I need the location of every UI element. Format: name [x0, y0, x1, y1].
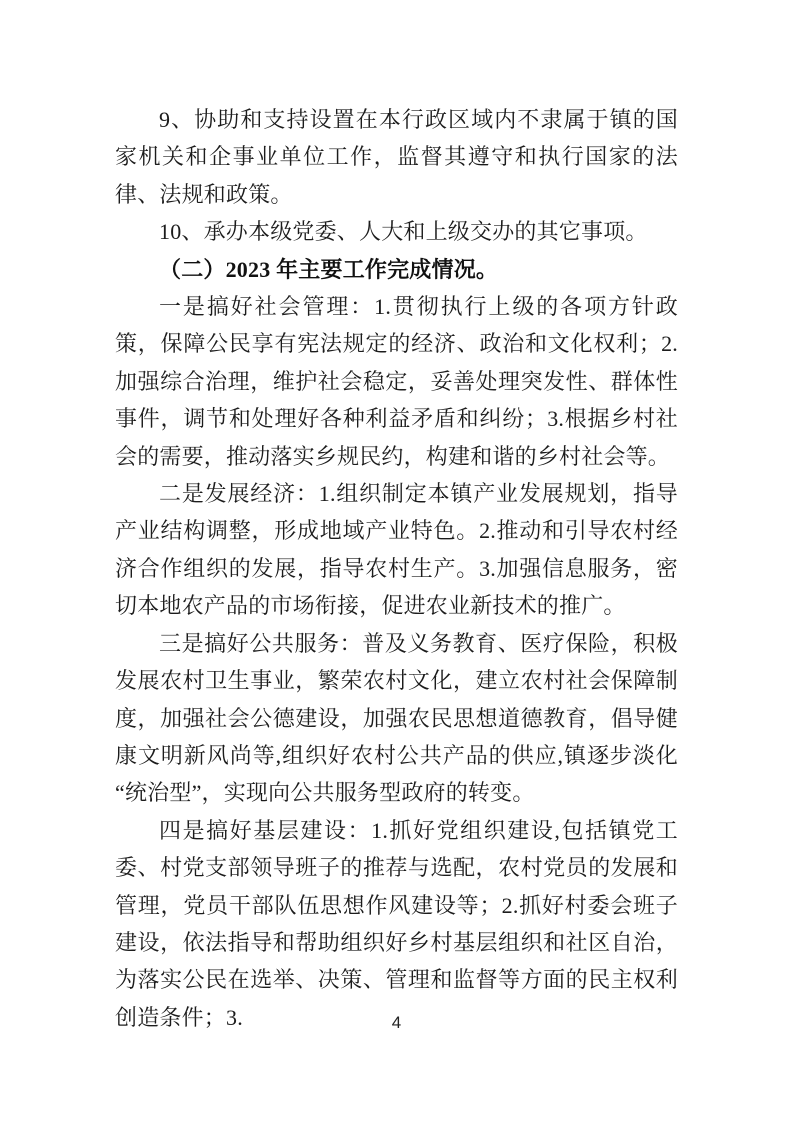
document-body	[115, 101, 678, 1036]
paragraph-grassroots-building: 四是搞好基层建设：1.抓好党组织建设,包括镇党工委、村党支部领导班子的推荐与选配，农村党员的发展和管理，党员干部队伍思想作风建设等；2.抓好村委会班子建设，依法指导和帮助组织好乡村基层组织和社区自治，为落实公民在选举、决策、管理和监督等方面的民主权利创造条件；3.	[115, 817, 678, 1030]
page-number: 4	[391, 1013, 402, 1032]
paragraph-public-services: 三是搞好公共服务：普及义务教育、医疗保险，积极发展农村卫生事业，繁荣农村文化，建立农村社会保障制度，加强社会公德建设，加强农民思想道德教育，倡导健康文明新风尚等,组织好农村公共产品的供应,镇逐步淡化“统治型”，实现向公共服务型政府的转变。	[115, 630, 678, 806]
page-footer	[0, 1013, 793, 1033]
paragraph-economic-development: 二是发展经济：1.组织制定本镇产业发展规划，指导产业结构调整，形成地域产业特色。2.推动和引导农村经济合作组织的发展，指导农村生产。3.加强信息服务，密切本地农产品的市场衔接，促进农业新技术的推广。	[115, 481, 678, 619]
section-heading-2023-work-completion: （二）2023 年主要工作完成情况。	[159, 256, 499, 282]
paragraph-social-management: 一是搞好社会管理：1.贯彻执行上级的各项方针政策，保障公民享有宪法规定的经济、政治和文化权利；2.加强综合治理，维护社会稳定，妥善处理突发性、群体性事件，调节和处理好各种利益矛盾和纠纷；3.根据乡村社会的需要，推动落实乡规民约，构建和谐的乡村社会等。	[115, 294, 678, 469]
paragraph-item-9: 9、协助和支持设置在本行政区域内不隶属于镇的国家机关和企事业单位工作，监督其遵守和执行国家的法律、法规和政策。	[115, 107, 678, 207]
paragraph-item-10: 10、承办本级党委、人大和上级交办的其它事项。	[159, 219, 648, 245]
